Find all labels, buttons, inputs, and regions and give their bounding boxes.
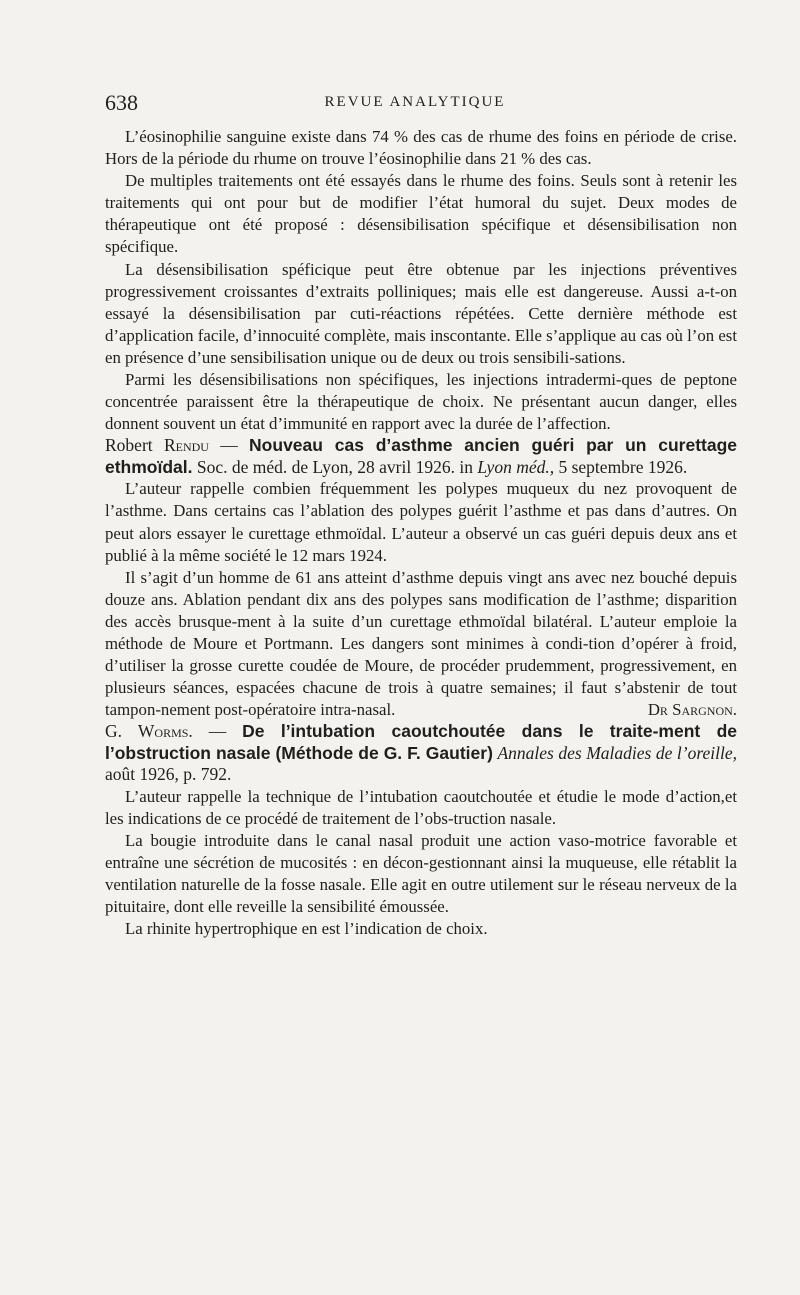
journal-name: Lyon méd., [477, 456, 555, 477]
entry-title: De l’intubation caoutchoutée dans le traite-ment de l’obstruction nasale (Méthode de G. F. Gautier) [105, 721, 738, 763]
author-first-name: G. [105, 721, 123, 742]
author-first-name: Robert [105, 435, 153, 456]
paragraph: La désensibilisation spéficique peut être obtenue par les injections préventives progressivement croissantes d’extraits polliniques; mais elle est dangereuse. Aussi a-t-on essayé la désensibilisation par cuti-réactions répétées. Cette dernière méthode est d’application facile, d’innocuité complète, mais inscontante. Elle s’applique au cas où l’on est en présence d’une sensibilisation unique ou de deux ou trois sensibili-sations. [105, 259, 737, 367]
author-last-name: Rendu [163, 435, 209, 456]
entry-source: Soc. de méd. de Lyon, 28 avril 1926. in [196, 456, 473, 477]
paragraph: Parmi les désensibilisations non spécifiques, les injections intradermi-ques de peptone concentrée paraissent être la thérapeutique de choix. Ne présentant aucun danger, elles donnent souvent un état d’immunité en rapport avec la durée de l’affection. [105, 370, 737, 434]
paragraph [105, 567, 737, 722]
dash: — [220, 435, 238, 456]
entry-date: 5 septembre 1926. [558, 456, 688, 477]
entry-date: août 1926, p. 792. [105, 764, 232, 785]
entry-title: Nouveau cas d’asthme ancien guéri par un curettage ethmoïdal. [105, 435, 738, 477]
entry-heading [105, 721, 737, 786]
signature: Dr Sargnon. [647, 700, 737, 720]
dash: — [208, 721, 227, 742]
paragraph: L’auteur rappelle la technique de l’intubation caoutchoutée et étudie le mode d’action,et les indications de ce procédé de traitement de l’obs-truction nasale. [105, 786, 737, 828]
paragraph: De multiples traitements ont été essayés dans le rhume des foins. Seuls sont à retenir les traitements qui ont pour but de modifier l’état humoral du sujet. Deux modes de thérapeutique ont été proposé : désensibilisation spécifique et désensibilisation non spécifique. [105, 171, 737, 257]
running-title: REVUE ANALYTIQUE [324, 94, 506, 110]
author-last-name: Worms. [137, 721, 193, 742]
page-number: 638 [105, 90, 138, 115]
paragraph: La bougie introduite dans le canal nasal produit une action vaso-motrice favorable et entraîne une sécrétion de mucosités : en décon-gestionnant ainsi la muqueuse, elle rétablit la ventilation naturelle de la fosse nasale. Elle agit en outre utilement sur le réseau nerveux de la pituitaire, dont elle reveille la sensibilité émoussée. [105, 831, 737, 917]
paragraph: La rhinite hypertrophique en est l’indication de choix. [125, 919, 488, 939]
page-header [105, 90, 725, 120]
paragraph: L’éosinophilie sanguine existe dans 74 % des cas de rhume des foins en période de crise. Hors de la période du rhume on trouve l’éosinophilie dans 21 % des cas. [105, 127, 737, 169]
paragraph: L’auteur rappelle combien fréquemment les polypes muqueux du nez provoquent de l’asthme. Dans certains cas l’ablation des polypes guérit l’asthme et pas dans d’autres. On peut alors essayer le curettage ethmoïdal. L’auteur a observé un cas guéri depuis deux ans et publié à la même société le 12 mars 1924. [105, 479, 737, 565]
entry-heading [105, 435, 737, 478]
paragraph-text: Il s’agit d’un homme de 61 ans atteint d’asthme depuis vingt ans avec nez bouché depuis douze ans. Ablation pendant dix ans des polypes sans modification de l’asthme; disparition des accès brusque-ment à la suite d’un curettage ethmoïdal bilatéral. L’auteur emploie la méthode de Moure et Portmann. Les dangers sont minimes à condi-tion d’opérer à froid, d’utiliser la grosse curette coudée de Moure, de procéder prudemment, progressivement, en plusieurs séances, espacées chacune de trois à quatre semaines; il faut s’abstenir de tout tampon-nement post-opératoire intra-nasal. [105, 567, 737, 720]
journal-name: Annales des Maladies de l’oreille, [497, 742, 737, 763]
article-body [105, 126, 737, 941]
